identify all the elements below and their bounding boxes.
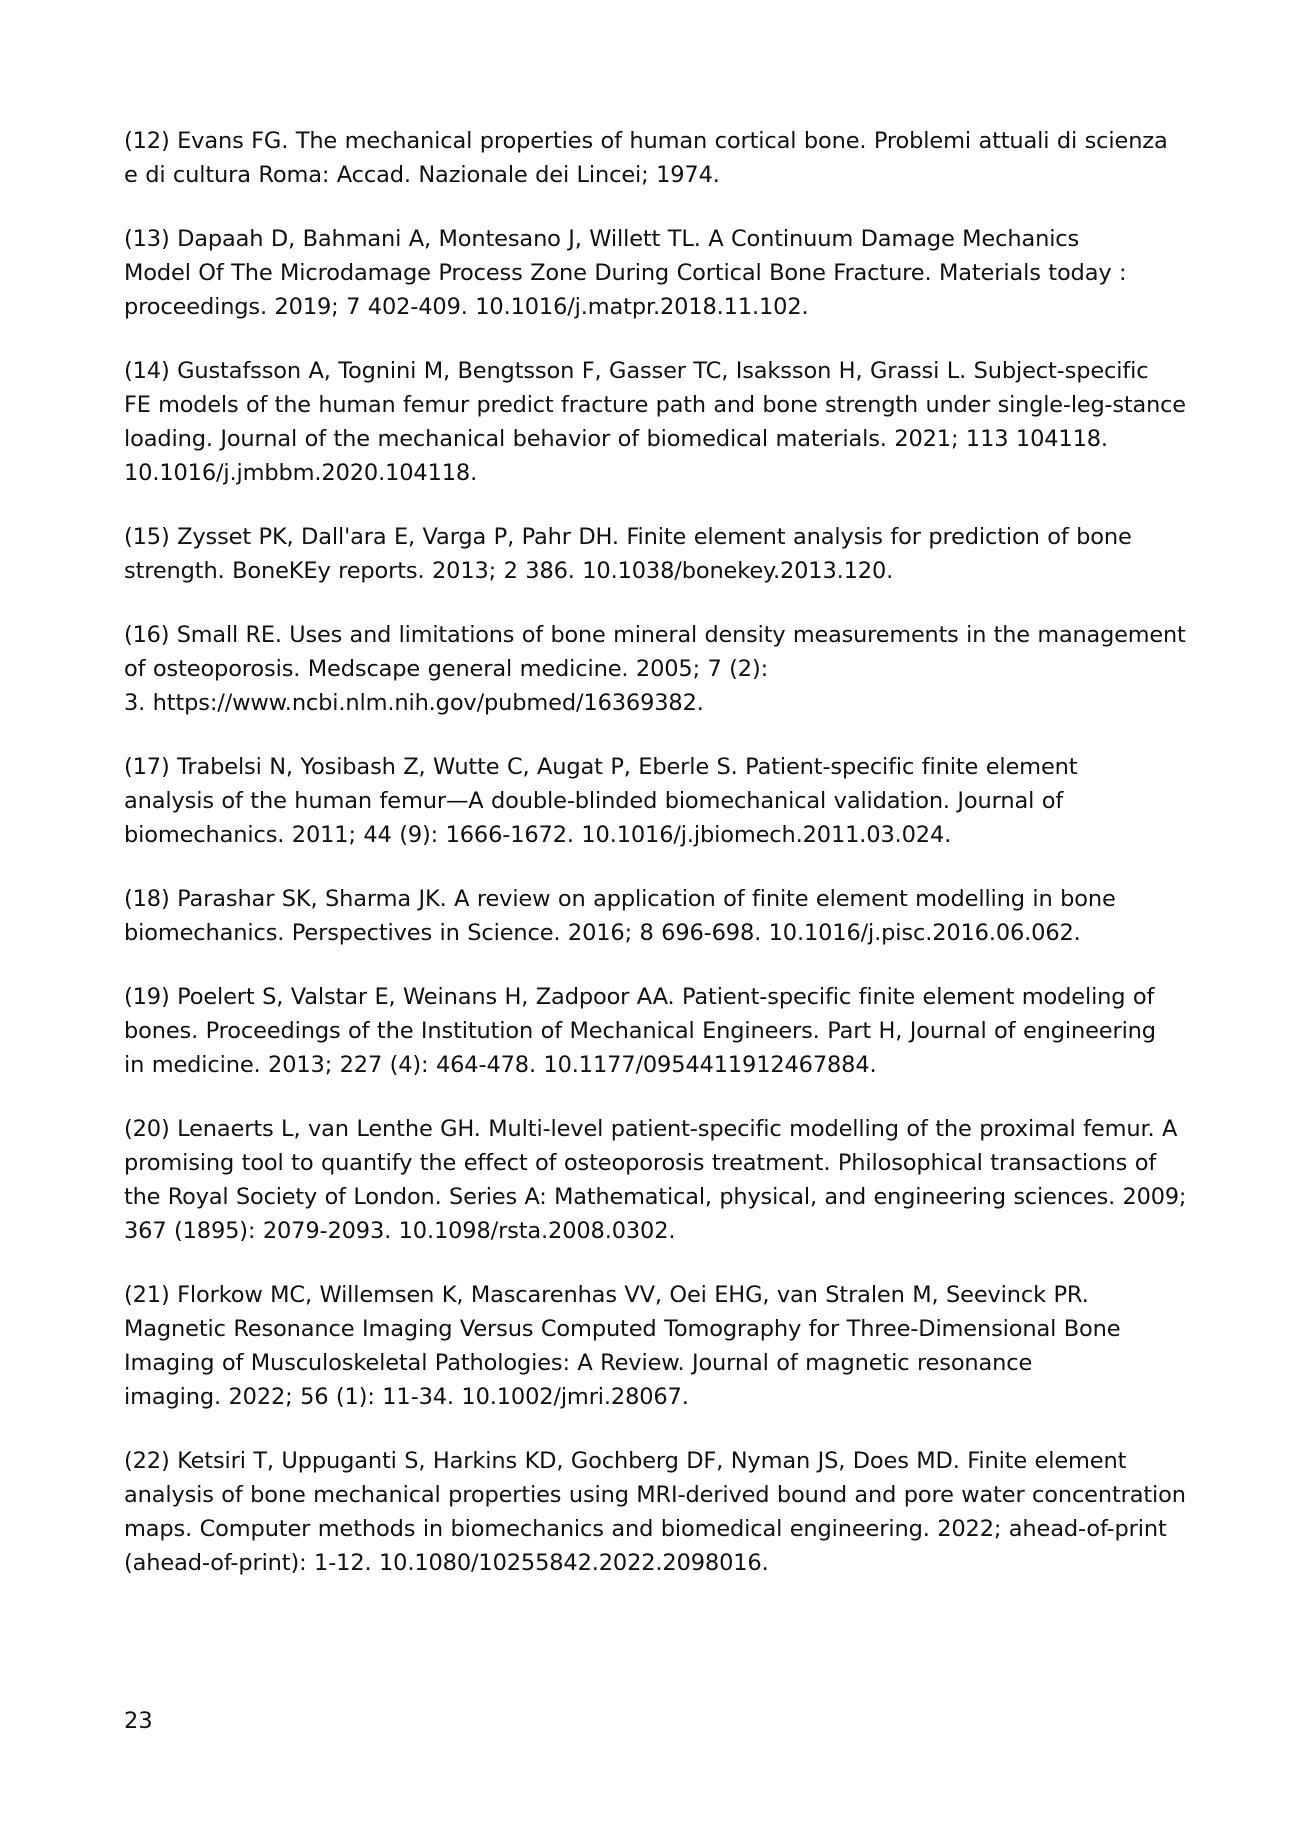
reference-item [124, 124, 1186, 192]
reference-line: biomechanics. Perspectives in Science. 2016; 8 696-698. 10.1016/j.pisc.2016.06.062. [124, 920, 1081, 946]
reference-line: 10.1016/j.jmbbm.2020.104118. [124, 460, 478, 486]
reference-line: 367 (1895): 2079-2093. 10.1098/rsta.2008.0302. [124, 1218, 676, 1244]
reference-line: Imaging of Musculoskeletal Pathologies: A Review. Journal of magnetic resonance [124, 1350, 1033, 1376]
reference-item [124, 1112, 1186, 1248]
reference-line: (17) Trabelsi N, Yosibash Z, Wutte C, Augat P, Eberle S. Patient-specific finite element [124, 754, 1078, 780]
reference-line: (14) Gustafsson A, Tognini M, Bengtsson F, Gasser TC, Isaksson H, Grassi L. Subject-specific [124, 358, 1149, 384]
reference-line: Model Of The Microdamage Process Zone During Cortical Bone Fracture. Materials today : [124, 260, 1127, 286]
reference-line: of osteoporosis. Medscape general medicine. 2005; 7 (2): [124, 656, 769, 682]
reference-line: loading. Journal of the mechanical behavior of biomedical materials. 2021; 113 104118. [124, 426, 1108, 452]
reference-line: Magnetic Resonance Imaging Versus Computed Tomography for Three-Dimensional Bone [124, 1316, 1121, 1342]
reference-line: maps. Computer methods in biomechanics and biomedical engineering. 2022; ahead-of-print [124, 1516, 1167, 1542]
reference-line: FE models of the human femur predict fracture path and bone strength under single-leg-stance [124, 392, 1186, 418]
page-number: 23 [124, 1708, 153, 1734]
reference-item [124, 750, 1186, 852]
reference-item [124, 222, 1186, 324]
reference-line: (ahead-of-print): 1-12. 10.1080/10255842.2022.2098016. [124, 1550, 769, 1576]
reference-line: the Royal Society of London. Series A: Mathematical, physical, and engineering sciences. 2009; [124, 1184, 1187, 1210]
reference-item [124, 520, 1186, 588]
reference-item [124, 882, 1186, 950]
reference-line: (18) Parashar SK, Sharma JK. A review on application of finite element modelling in bone [124, 886, 1116, 912]
reference-line: analysis of bone mechanical properties using MRI-derived bound and pore water concentration [124, 1482, 1186, 1508]
reference-item [124, 980, 1186, 1082]
reference-line: strength. BoneKEy reports. 2013; 2 386. 10.1038/bonekey.2013.120. [124, 558, 894, 584]
reference-line: (20) Lenaerts L, van Lenthe GH. Multi-level patient-specific modelling of the proximal femur. A [124, 1116, 1178, 1142]
reference-list [124, 124, 1186, 1610]
reference-line: in medicine. 2013; 227 (4): 464-478. 10.1177/0954411912467884. [124, 1052, 877, 1078]
reference-line: imaging. 2022; 56 (1): 11-34. 10.1002/jmri.28067. [124, 1384, 689, 1410]
reference-line: (13) Dapaah D, Bahmani A, Montesano J, Willett TL. A Continuum Damage Mechanics [124, 226, 1080, 252]
reference-line: e di cultura Roma: Accad. Nazionale dei Lincei; 1974. [124, 162, 720, 188]
reference-line: analysis of the human femur—A double-blinded biomechanical validation. Journal of [124, 788, 1064, 814]
reference-line: promising tool to quantify the effect of osteoporosis treatment. Philosophical transactions of [124, 1150, 1157, 1176]
reference-item [124, 1278, 1186, 1414]
reference-line: (15) Zysset PK, Dall'ara E, Varga P, Pahr DH. Finite element analysis for prediction of bone [124, 524, 1132, 550]
reference-line: (12) Evans FG. The mechanical properties of human cortical bone. Problemi attuali di scienza [124, 128, 1168, 154]
reference-line: (16) Small RE. Uses and limitations of bone mineral density measurements in the management [124, 622, 1186, 648]
reference-line: 3. https://www.ncbi.nlm.nih.gov/pubmed/16369382. [124, 690, 704, 716]
reference-item [124, 354, 1186, 490]
reference-line: biomechanics. 2011; 44 (9): 1666-1672. 10.1016/j.jbiomech.2011.03.024. [124, 822, 952, 848]
reference-item [124, 618, 1186, 720]
reference-item [124, 1444, 1186, 1580]
reference-line: (19) Poelert S, Valstar E, Weinans H, Zadpoor AA. Patient-specific finite element modeling of [124, 984, 1155, 1010]
reference-line: (22) Ketsiri T, Uppuganti S, Harkins KD, Gochberg DF, Nyman JS, Does MD. Finite element [124, 1448, 1127, 1474]
reference-line: bones. Proceedings of the Institution of Mechanical Engineers. Part H, Journal of engineering [124, 1018, 1156, 1044]
reference-line: proceedings. 2019; 7 402-409. 10.1016/j.matpr.2018.11.102. [124, 294, 809, 320]
reference-line: (21) Florkow MC, Willemsen K, Mascarenhas VV, Oei EHG, van Stralen M, Seevinck PR. [124, 1282, 1089, 1308]
